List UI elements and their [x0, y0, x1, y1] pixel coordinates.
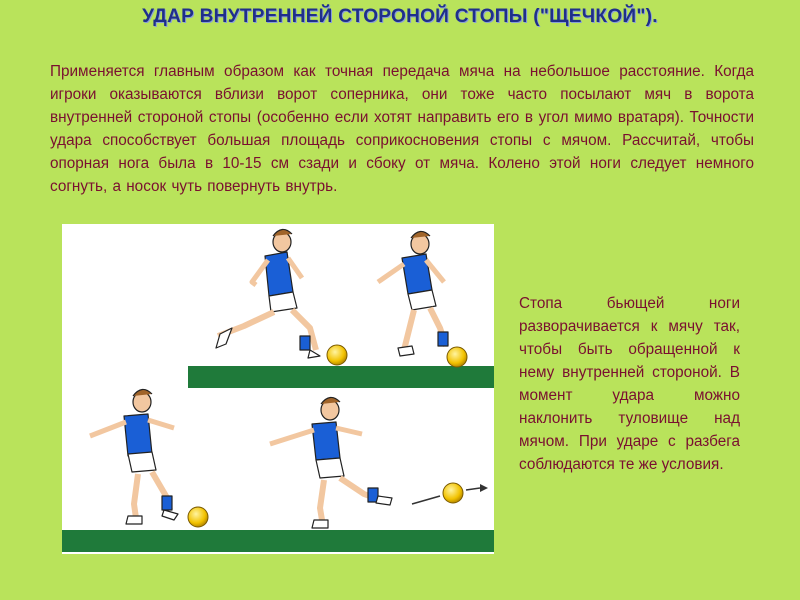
ball-2 — [447, 347, 467, 367]
player-figure-1 — [216, 229, 320, 358]
ball-3 — [188, 507, 208, 527]
kick-illustration — [62, 224, 494, 554]
ball-4 — [443, 483, 463, 503]
ground-strip-top — [188, 366, 494, 388]
page-title: УДАР ВНУТРЕННЕЙ СТОРОНОЙ СТОПЫ ("ЩЕЧКОЙ"). — [142, 6, 658, 27]
intro-paragraph: Применяется главным образом как точная передача мяча на небольшое расстояние. Когда игроки оказываются вблизи ворот соперника, они тоже часто посылают мяч в ворота внутренней стороной стопы (особенно если хотят направить его в угол мимо вратаря). Точности удара способствует большая площадь соприкосновения стопы с мячом. Рассчитай, чтобы опорная нога была в 10-15 см сзади и сбоку от мяча. Колено этой ноги следует немного согнуть, а носок чуть повернуть внутрь. — [50, 63, 754, 195]
player-figure-3 — [90, 389, 178, 524]
ball-1 — [327, 345, 347, 365]
ground-strip-bottom — [62, 530, 494, 552]
player-figure-2 — [378, 231, 448, 356]
side-paragraph: Стопа бьющей ноги разворачивается к мячу так, чтобы быть обращенной к нему внутренней стороной. В момент удара можно наклонить туловище над мячом. При ударе с разбега соблюдаются те же условия. — [519, 295, 740, 473]
player-figure-4 — [270, 397, 392, 528]
